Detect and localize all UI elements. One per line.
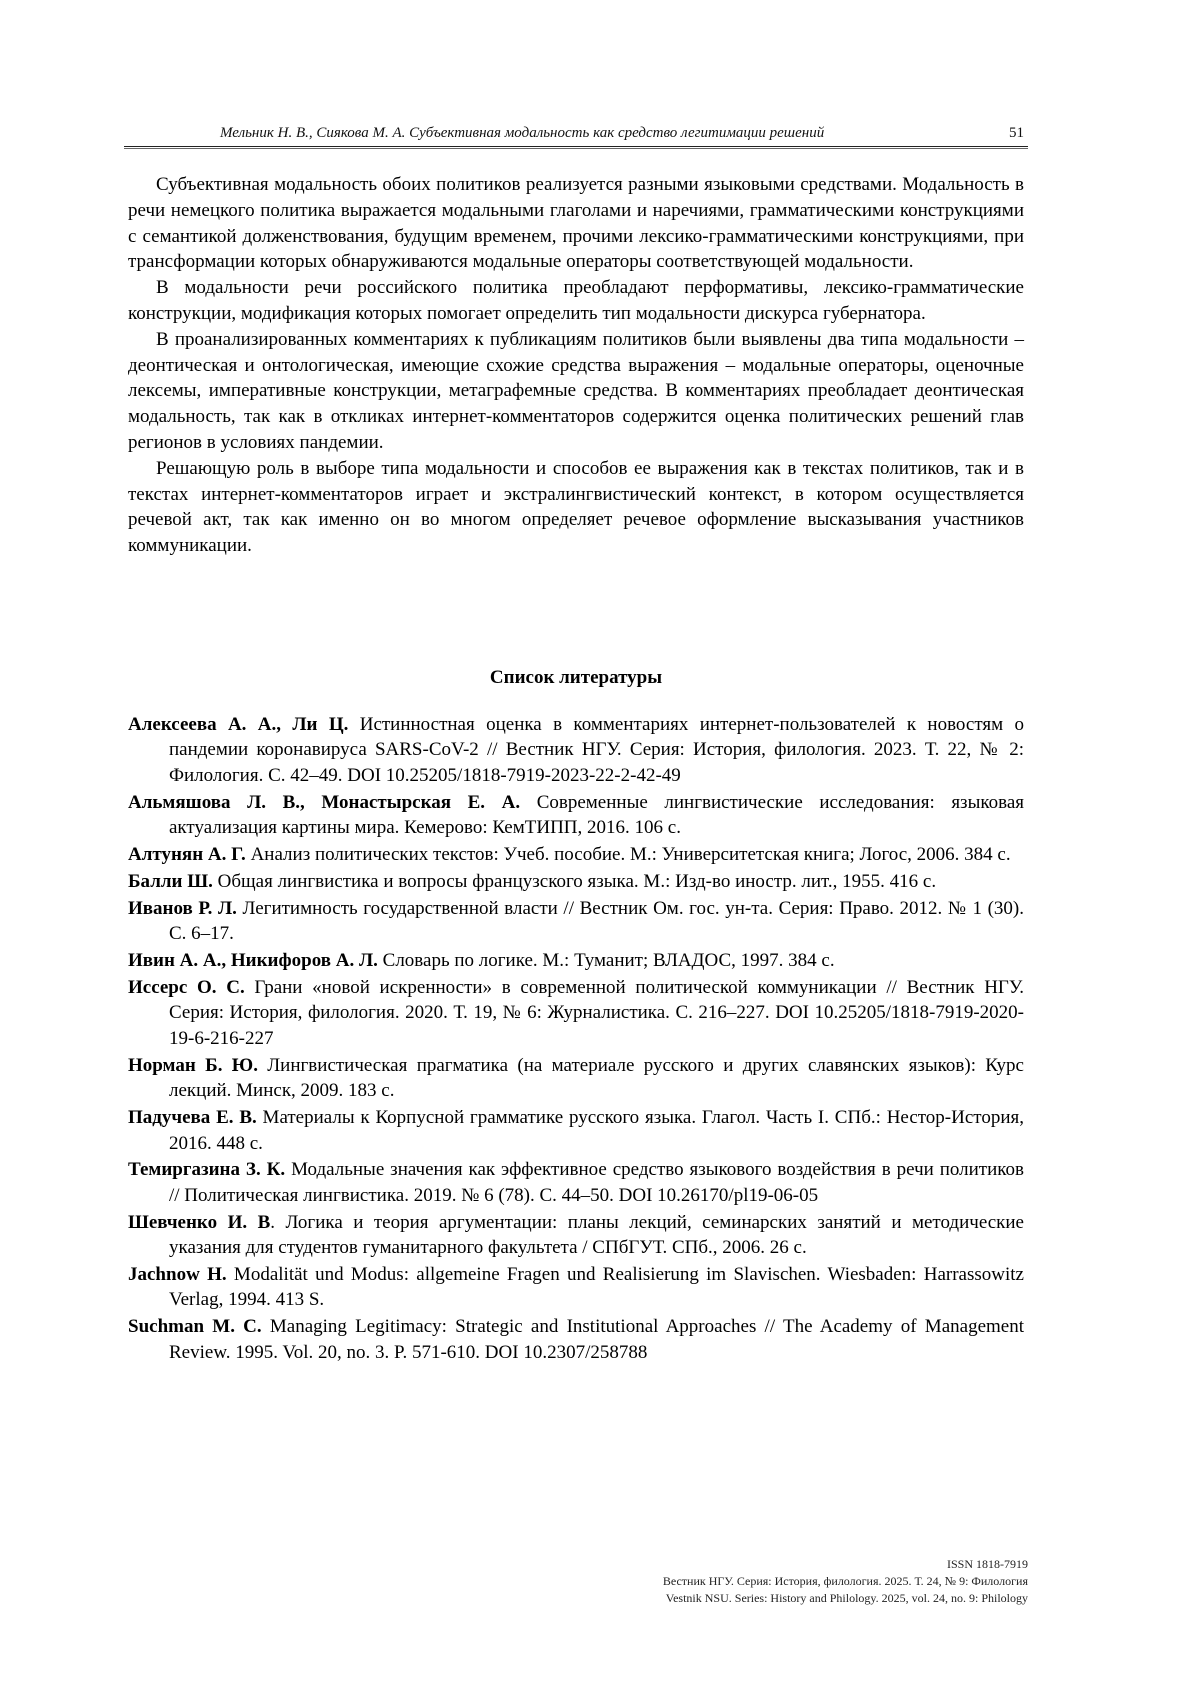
reference-text: Лингвистическая прагматика (на материале русского и других славянских языков): Курс лекций. Минск, 2009. 183 с. (169, 1054, 1024, 1102)
footer-issn: ISSN 1818-7919 (946, 1557, 1028, 1571)
reference-item (128, 896, 1024, 947)
reference-text: Истинностная оценка в комментариях интернет-пользователей к новостям о пандемии коронавируса SARS-CoV-2 // Вестник НГУ. Серия: История, филология. 2023. Т. 22, № 2: Филология. С. 42–49. DOI 10.25205/1818-7919-2023-22-2-42-49 (169, 714, 1025, 786)
page-number: 51 (1009, 125, 1024, 141)
running-header-title: Мельник Н. В., Сиякова М. А. Субъективная модальность как средство легитимации решений (220, 125, 825, 141)
paragraph: В модальности речи российского политика преобладают перформативы, лексико-грамматические конструкции, модификация которых помогает определить тип модальности дискурса губернатора. (128, 277, 1024, 324)
header-rule (124, 146, 1028, 147)
reference-authors: Иванов Р. Л. (128, 897, 237, 919)
paragraph: Решающую роль в выборе типа модальности и способов ее выражения как в текстах политиков, так и в текстах интернет-комментаторов играет и экстралингвистический контекст, в котором осуществляется речевой акт, так как именно он во многом определяет речевое оформление высказывания участников коммуникации. (128, 457, 1024, 557)
reference-text: Общая лингвистика и вопросы французского языка. М.: Изд-во иностр. лит., 1955. 416 с. (212, 870, 937, 892)
references-title: Список литературы (489, 667, 663, 688)
paragraph: В проанализированных комментариях к публикациям политиков были выявлены два типа модальности – деонтическая и онтологическая, имеющие схожие средства выражения – модальные операторы, оценочные лексемы, императивные конструкции, метаграфемные средства. В комментариях преобладает деонтическая модальность, так как в откликах интернет-комментаторов содержится оценка политических решений глав регионов в условиях пандемии. (128, 328, 1024, 453)
header-rule-thin (124, 148, 1028, 149)
reference-text: Грани «новой искренности» в современной политической коммуникации // Вестник НГУ. Серия: История, филология. 2020. Т. 19, № 6: Журналистика. С. 216–227. DOI 10.25205/1818-7919-2020-19-6-216-227 (169, 977, 1025, 1049)
reference-authors: Балли Ш. (128, 870, 213, 892)
reference-text: Словарь по логике. М.: Туманит; ВЛАДОС, 1997. 384 с. (377, 950, 835, 972)
reference-item (128, 948, 1024, 973)
reference-text: Анализ политических текстов: Учеб. пособие. М.: Университетская книга; Логос, 2006. 384 с. (245, 844, 1011, 866)
footer-journal-en: Vestnik NSU. Series: History and Philology. 2025, vol. 24, no. 9: Philology (665, 1591, 1028, 1605)
reference-authors: Suchman M. C. (128, 1316, 262, 1338)
reference-authors: Альмяшова Л. В., Монастырская Е. А. (128, 791, 521, 813)
reference-authors: Темиргазина З. К. (128, 1159, 286, 1181)
reference-text: Легитимность государственной власти // Вестник Ом. гос. ун-та. Серия: Право. 2012. № 1 (30). С. 6–17. (169, 897, 1024, 945)
reference-authors: Иссерс О. С. (128, 977, 245, 999)
reference-item (128, 1105, 1024, 1156)
reference-text: Managing Legitimacy: Strategic and Institutional Approaches // The Academy of Management Review. 1995. Vol. 20, no. 3. P. 571-610. DOI 10.2307/258788 (169, 1316, 1024, 1363)
reference-authors: Алексеева А. А., Ли Ц. (128, 714, 349, 735)
reference-item (128, 1262, 1024, 1313)
reference-item (128, 1157, 1024, 1208)
reference-authors: Алтунян А. Г. (128, 844, 246, 866)
reference-authors: Норман Б. Ю. (128, 1054, 258, 1076)
reference-item (128, 790, 1024, 841)
footer-journal-ru: Вестник НГУ. Серия: История, филология. 2025. Т. 24, № 9: Филология (662, 1574, 1028, 1588)
reference-item (128, 975, 1024, 1051)
reference-authors: Ивин А. А., Никифоров А. Л. (128, 950, 378, 972)
body-text (128, 172, 1024, 559)
reference-item (128, 1210, 1024, 1261)
reference-item (128, 712, 1024, 788)
references-list (128, 712, 1024, 1367)
footer (428, 1556, 1028, 1607)
reference-item (128, 1314, 1024, 1365)
paragraph: Субъективная модальность обоих политиков реализуется разными языковыми средствами. Модальность в речи немецкого политика выражается модальными глаголами и наречиями, грамматическими конструкциями с семантикой долженствования, будущим временем, прочими лексико-грамматическими конструкциями, при трансформации которых обнаруживаются модальные операторы соответствующей модальности. (128, 174, 1024, 273)
reference-text: Modalität und Modus: allgemeine Fragen und Realisierung im Slavischen. Wiesbaden: Harrassowitz Verlag, 1994. 413 S. (169, 1264, 1024, 1311)
reference-authors: Падучева Е. В. (128, 1107, 257, 1129)
reference-text: . Логика и теория аргументации: планы лекций, семинарских занятий и методические указания для студентов гуманитарного факультета / СПбГУТ. СПб., 2006. 26 с. (169, 1211, 1024, 1259)
reference-text: Модальные значения как эффективное средство языкового воздействия в речи политиков // Политическая лингвистика. 2019. № 6 (78). С. 44–50. DOI 10.26170/pl19-06-05 (169, 1159, 1024, 1206)
reference-item (128, 1053, 1024, 1104)
reference-item (128, 869, 1024, 894)
reference-text: Материалы к Корпусной грамматике русского языка. Глагол. Часть I. СПб.: Нестор-История, 2016. 448 с. (169, 1107, 1024, 1154)
reference-authors: Jachnow H. (128, 1264, 227, 1286)
reference-item (128, 842, 1024, 867)
reference-authors: Шевченко И. В (128, 1211, 271, 1233)
running-header (124, 122, 1028, 144)
reference-text: Современные лингвистические исследования: языковая актуализация картины мира. Кемерово: КемТИПП, 2016. 106 с. (169, 791, 1024, 839)
